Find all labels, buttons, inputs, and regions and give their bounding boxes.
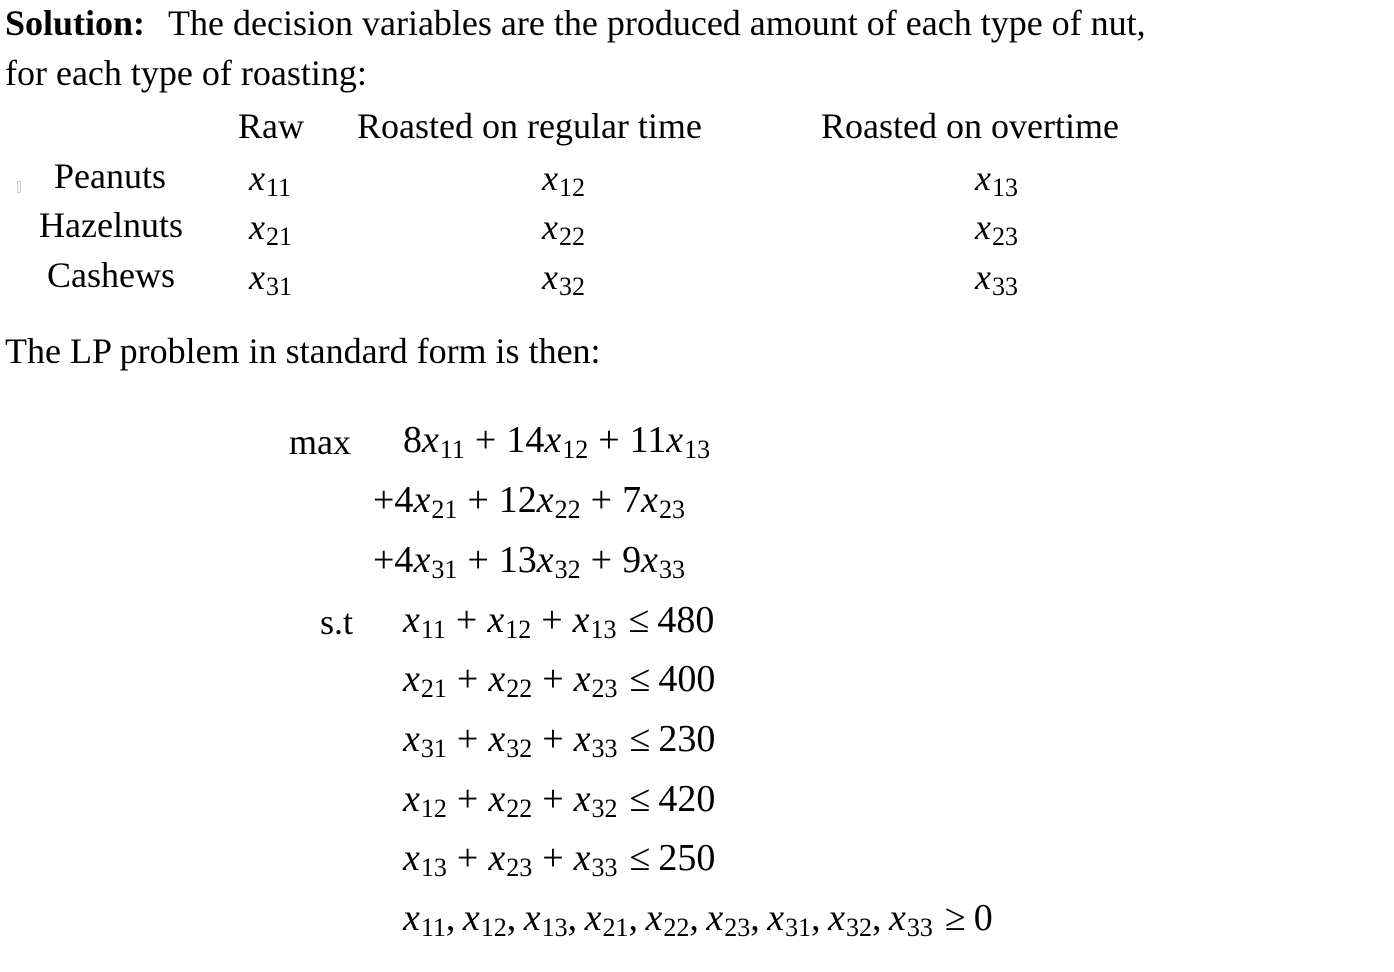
objective-line: $+4x_{31} + 13x_{32} + 9x_{33}$ (373, 539, 685, 584)
table-cell-variable: $x_{22}$ (542, 207, 585, 251)
constraint-line: $x_{31} + x_{32} + x_{33} \le 230$ (403, 718, 716, 763)
table-cell-variable: $x_{32}$ (542, 257, 585, 301)
table-cell-variable: $x_{21}$ (249, 207, 292, 251)
lp-intro: The LP problem in standard form is then: (5, 331, 601, 371)
objective-line: $+4x_{21} + 12x_{22} + 7x_{23}$ (373, 479, 685, 524)
constraint-line: $x_{13} + x_{23} + x_{33} \le 250$ (403, 837, 716, 882)
objective-line: $8x_{11} + 14x_{12} + 11x_{13}$ (403, 419, 711, 464)
intro-line-2: for each type of roasting: (5, 53, 367, 93)
table-header-raw: Raw (238, 106, 304, 146)
constraint-line: $x_{21} + x_{22} + x_{23} \le 400$ (403, 658, 716, 703)
max-label: max (289, 422, 351, 462)
table-cell-variable: $x_{12}$ (542, 158, 585, 202)
constraint-line: $x_{11} + x_{12} + x_{13} \le 480$ (403, 599, 715, 644)
intro-text-1: The decision variables are the produced amount of each type of nut, (168, 3, 1146, 43)
table-cell-variable: $x_{33}$ (975, 257, 1018, 301)
table-cell-variable: $x_{23}$ (975, 207, 1018, 251)
table-cell-variable: $x_{31}$ (249, 257, 292, 301)
intro-line-1 (5, 2, 1146, 44)
table-cell-variable: $x_{13}$ (975, 158, 1018, 202)
solution-label: Solution: (5, 3, 146, 43)
table-header-overtime: Roasted on overtime (821, 106, 1119, 146)
nonnegativity-line: $x_{11}$, $x_{12}$, $x_{13}$, $x_{21}$, $x_{22}$, $x_{23}$, $x_{31}$, $x_{32}$, $x_{33} \ge 0$ (403, 897, 993, 942)
table-cell-variable: $x_{11}$ (249, 158, 292, 202)
table-row-label: Hazelnuts (39, 205, 183, 245)
table-row-label: Cashews (47, 255, 175, 295)
table-row-label: Peanuts (54, 156, 166, 196)
table-header-regular: Roasted on regular time (357, 106, 702, 146)
constraint-line: $x_{12} + x_{22} + x_{32} \le 420$ (403, 778, 716, 823)
stray-mark (17, 181, 21, 193)
st-label: s.t (320, 602, 354, 642)
